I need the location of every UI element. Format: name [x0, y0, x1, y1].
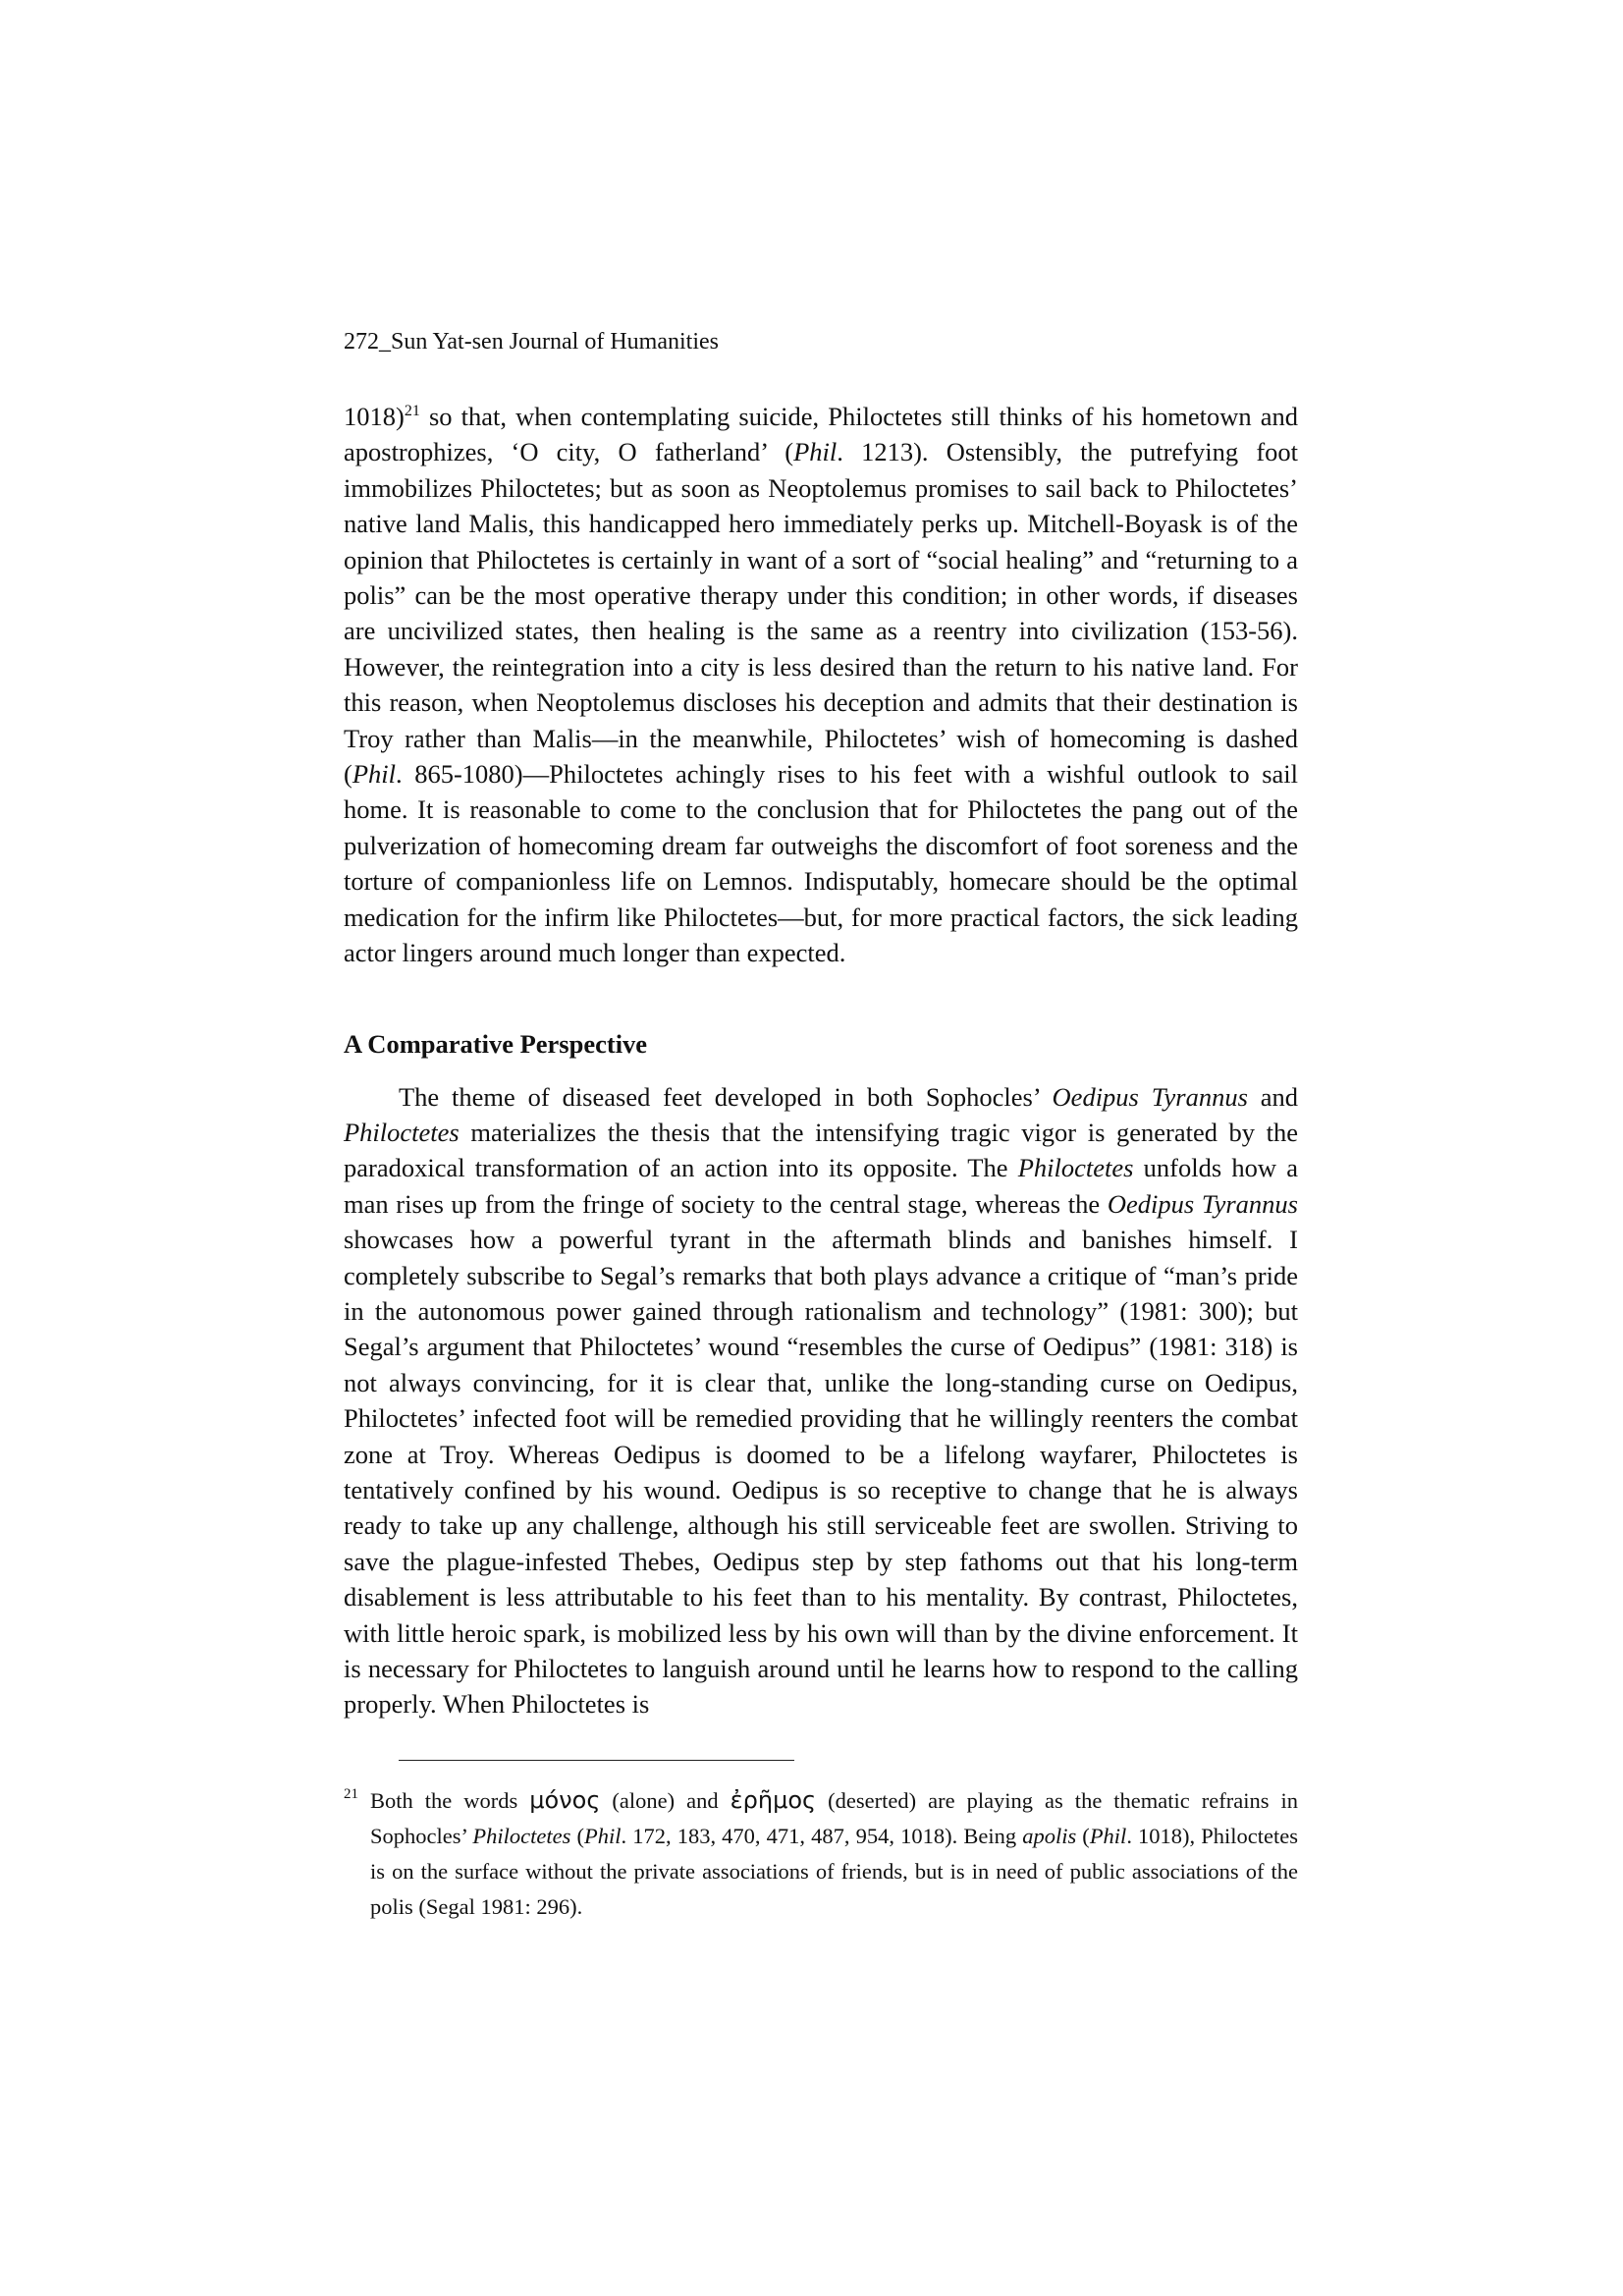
footnote-ref: 21: [404, 403, 420, 420]
italic-text: Phil: [584, 1823, 622, 1848]
text-run: (alone) and: [600, 1787, 730, 1813]
text-run: and: [1247, 1081, 1298, 1112]
text-run: materializes the thesis that the intensifying tragic vigor is generated by the paradoxical transformation of an action into its opposite. The: [344, 1117, 1298, 1183]
text-run: 1018): [344, 402, 405, 431]
italic-text: Philoctetes: [472, 1823, 571, 1848]
italic-text: Phil: [793, 437, 838, 467]
body-paragraph-1: [344, 399, 1298, 971]
text-run: (: [570, 1823, 584, 1848]
page-content: [344, 324, 1298, 1925]
footnote-21: [344, 1782, 1298, 1925]
text-run: The theme of diseased feet developed in both Sophocles’: [399, 1081, 1053, 1112]
footnote-divider: [399, 1760, 794, 1761]
text-run: unfolds how a man rises up from the fringe of society to the central stage, whereas the: [344, 1153, 1298, 1219]
text-run: . 865-1080)—Philoctetes achingly rises to his feet with a wishful outlook to sail home. It is reasonable to come to the conclusion that for Philoctetes the pang out of the pulverization of homecoming dream far outweighs the discomfort of foot soreness and the torture of companionless life on Lemnos. Indisputably, homecare should be the optimal medication for the infirm like Philoctetes—but, for more practical factors, the sick leading actor lingers around much longer than expected.: [344, 759, 1298, 968]
italic-text: Oedipus Tyrannus: [1052, 1081, 1248, 1112]
text-run: . 1018), Philoctetes is on the surface without the private associations of friends, but is in need of public associations of the polis (Segal 1981: 296).: [370, 1823, 1298, 1919]
text-run: showcases how a powerful tyrant in the aftermath blinds and banishes himself. I completely subscribe to Segal’s remarks that both plays advance a critique of “man’s pride in the autonomous power gained through rationalism and technology” (1981: 300); but Segal’s argument that Philoctetes’ wound “resembles the curse of Oedipus” (1981: 318) is not always convincing, for it is clear that, unlike the long-standing curse on Oedipus, Philoctetes’ infected foot will be remedied providing that he willingly reenters the combat zone at Troy. Whereas Oedipus is doomed to be a lifelong wayfarer, Philoctetes is tentatively confined by his wound. Oedipus is so receptive to change that he is always ready to take up any challenge, although his still serviceable feet are swollen. Striving to save the plague-infested Thebes, Oedipus step by step fathoms out that his long-term disablement is less attributable to his feet than to his mentality. By contrast, Philoctetes, with little heroic spark, is mobilized less by his own will than by the divine enforcement. It is necessary for Philoctetes to languish around until he learns how to respond to the calling properly. When Philoctetes is: [344, 1225, 1298, 1720]
italic-text: Phil: [1089, 1823, 1127, 1848]
footnote-number: 21: [344, 1785, 358, 1802]
italic-text: Philoctetes: [1017, 1153, 1134, 1183]
footnote-text: [370, 1785, 1299, 1919]
text-run: (: [1076, 1823, 1090, 1848]
body-paragraph-2: [344, 1079, 1298, 1722]
italic-text: Oedipus Tyrannus: [1107, 1188, 1298, 1219]
italic-text: Phil: [352, 759, 396, 790]
greek-word: ἐρῆμος: [730, 1785, 817, 1814]
running-head: 272_Sun Yat-sen Journal of Humanities: [344, 329, 719, 355]
italic-text: apolis: [1022, 1823, 1077, 1848]
greek-word: μόνος: [529, 1785, 601, 1814]
italic-text: Philoctetes: [344, 1117, 460, 1147]
text-run: Both the words: [370, 1787, 530, 1813]
text-run: so that, when contemplating suicide, Philoctetes still thinks of his hometown and apostrophizes, ‘O city, O fatherland’ (: [344, 402, 1298, 467]
text-run: (deserted) are playing as the thematic refrains in Sophocles’: [370, 1787, 1299, 1848]
text-run: . 1213). Ostensibly, the putrefying foot immobilizes Philoctetes; but as soon as Neoptolemus promises to sail back to Philoctetes’ native land Malis, this handicapped hero immediately perks up. Mitchell-Boyask is of the opinion that Philoctetes is certainly in want of a sort of “social healing” and “returning to a polis” can be the most operative therapy under this condition; in other words, if diseases are uncivilized states, then healing is the same as a reentry into civilization (153-56). However, the reintegration into a city is less desired than the return to his native land. For this reason, when Neoptolemus discloses his deception and admits that their destination is Troy rather than Malis—in the meanwhile, Philoctetes’ wish of homecoming is dashed (: [344, 437, 1299, 790]
text-run: . 172, 183, 470, 471, 487, 954, 1018). Being: [621, 1823, 1023, 1848]
section-heading: A Comparative Perspective: [344, 1028, 648, 1059]
